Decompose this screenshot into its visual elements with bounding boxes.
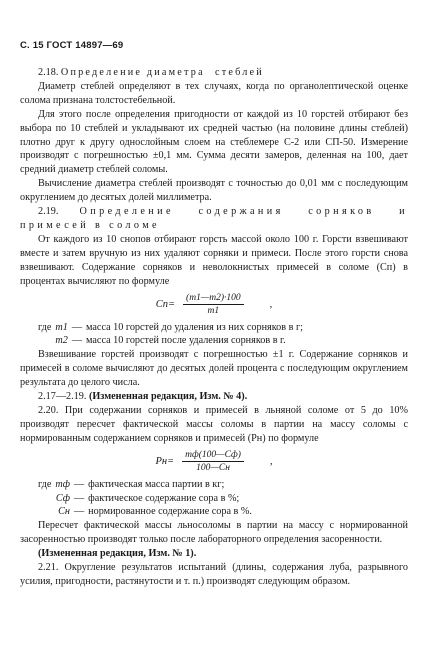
change-note: [20, 547, 408, 561]
page-header: С. 15 ГОСТ 14897—69: [20, 40, 124, 51]
paragraph: 2.21. Округление результатов испытаний (длины, содержания луба, разрывного усилия, пригодности, растянутости и т. п.) производят следующим образом.: [20, 562, 408, 587]
where-word: где: [38, 321, 52, 333]
formula-lhs: Сп=: [155, 298, 176, 310]
section-title: Определение содержания сорняков и примесей в соломе: [20, 206, 408, 231]
formula-numerator: mф(100—Сф): [182, 449, 244, 462]
formula-tail: ,: [269, 455, 273, 467]
paragraph: Вычисление диаметра стеблей производят с точностью до 0,01 мм с последующим округлением до десятых долей миллиметра.: [20, 178, 408, 204]
formula-pn: [20, 446, 408, 478]
change-text: (Измененная редакция, Изм. № 1).: [38, 548, 197, 560]
formula-tail: ,: [269, 298, 273, 310]
variable-symbol: m2: [55, 335, 68, 347]
paragraph: 2.20. При содержании сорняков и примесей в льняной соломе от 5 до 10% производят пересчет фактической массы соломы в партии на массу соломы с нормированным содержанием сорняков и примесей (Рн) по формуле: [20, 404, 408, 444]
paragraph: Пересчет фактической массы льносоломы в партии на массу с нормированной засоренностью производят только после лабораторного определения засоренности.: [20, 520, 408, 546]
dash: —: [73, 506, 85, 518]
formula-denominator: m1: [207, 306, 220, 316]
variable-symbol: Сф: [55, 492, 70, 504]
paragraph: Диаметр стеблей определяют в тех случаях, когда по органолептической оценке солома признана толстостебельной.: [20, 80, 408, 106]
section-title-end: стеблей: [215, 67, 264, 78]
section-2-19-title: [20, 205, 408, 233]
dash: —: [73, 478, 85, 490]
variable-description: масса 10 горстей до удаления из них сорняков в г;: [86, 321, 303, 333]
paragraph: Взвешивание горстей производят с погрешностью ±1 г. Содержание сорняков и примесей в соломе вычисляют до десятых долей процента с последующим округлением результата до целого числа.: [20, 349, 408, 389]
where-word: где: [38, 478, 52, 490]
formula-denominator: 100—Сн: [196, 463, 230, 474]
variable-symbol: Сн: [58, 506, 70, 518]
document-body: [20, 66, 408, 589]
formula-lhs: Рн=: [155, 455, 175, 467]
dash: —: [73, 492, 85, 504]
section-2-18-title: [20, 66, 408, 80]
variable-symbol: m1: [55, 321, 68, 333]
variable-description: фактическое содержание сора в %;: [88, 492, 240, 504]
formula-cp: [20, 289, 408, 321]
section-title: Определение диаметра: [60, 67, 205, 78]
change-text: (Измененная редакция, Изм. № 4).: [88, 391, 248, 403]
change-note: [20, 390, 408, 404]
variable-description: нормированное содержание сора в %.: [88, 506, 252, 518]
formula-legend: [20, 478, 252, 520]
change-range: 2.17—2.19.: [38, 391, 87, 403]
paragraph: От каждого из 10 снопов отбирают горсть массой около 100 г. Горсти взвешивают вместе и затем вручную из них удаляют сорняки и примеси. После этого горсти снова взвешивают. Содержание сорняков и неволокнистых примесей в соломе (Сп) в процентах вычисляют по формуле: [20, 233, 408, 287]
dash: —: [71, 321, 83, 333]
section-number: 2.19.: [38, 206, 59, 218]
section-number: 2.18.: [38, 67, 59, 78]
variable-symbol: mф: [55, 478, 70, 490]
formula-fraction: [182, 449, 244, 474]
dash: —: [71, 335, 83, 347]
formula-legend: [20, 321, 303, 349]
variable-description: фактическая масса партии в кг;: [88, 478, 225, 490]
formula-numerator: (m1—m2)·100: [183, 292, 244, 305]
formula-fraction: [183, 292, 244, 317]
paragraph: Для этого после определения пригодности от каждой из 10 горстей отбирают без выбора по 10 стеблей и укладывают их средней частью (на половине длины стеблей) плотно друг к другу однослойным слоем на стеблемере С-2 или СП-50. Измерение производят с погрешностью ±0,1 мм. Сумма десяти замеров, деленная на 100, дает средний диаметр стеблей соломы.: [20, 108, 408, 176]
variable-description: масса 10 горстей после удаления сорняков в г.: [86, 335, 286, 347]
